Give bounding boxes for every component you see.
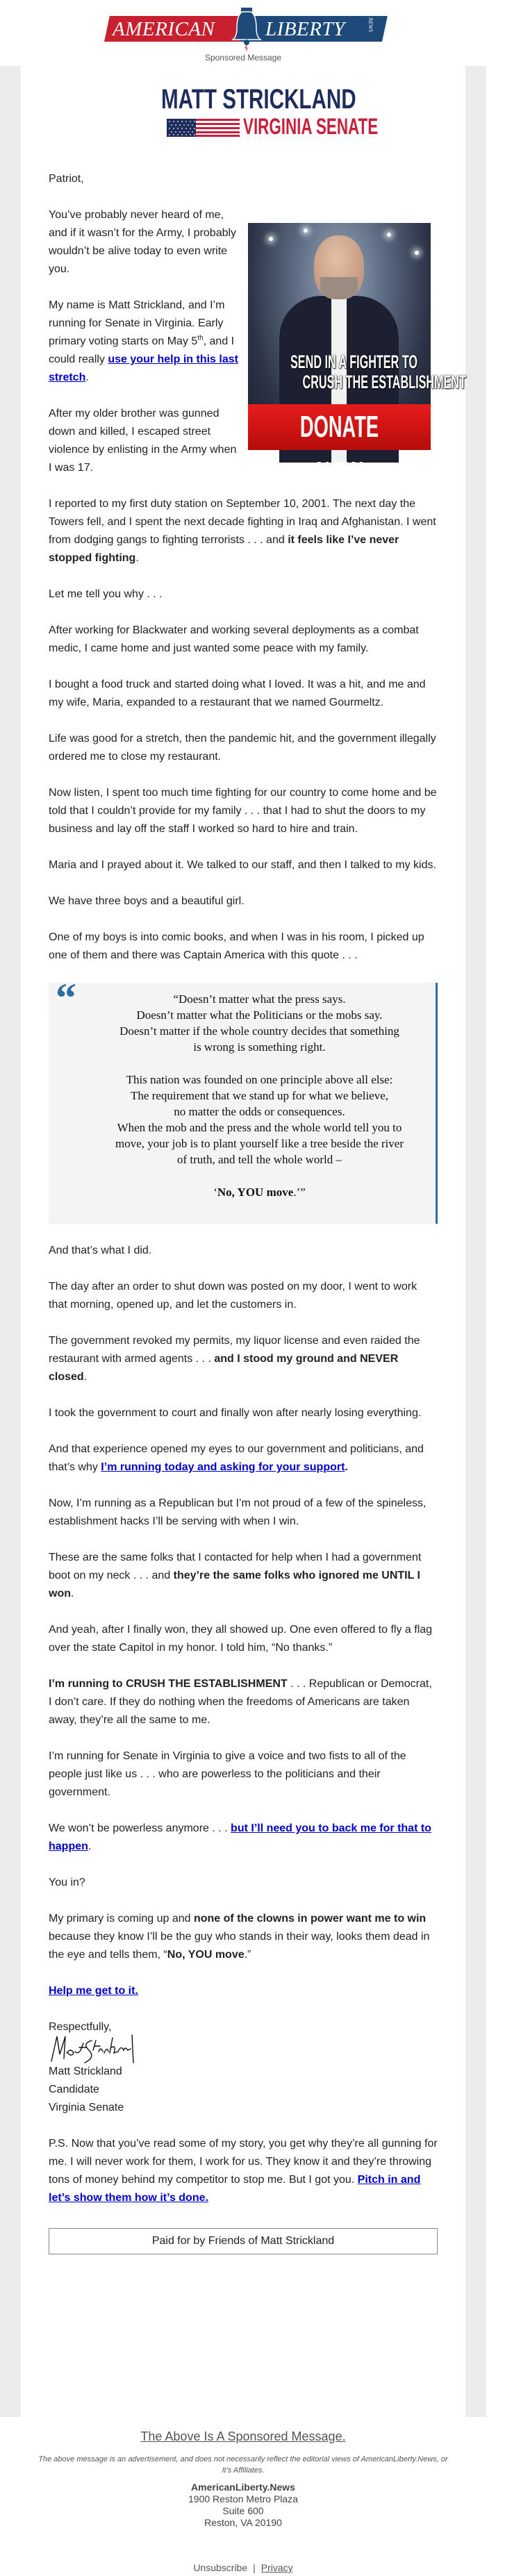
footer: [0, 2417, 486, 2573]
text-segment: After working for Blackwater and working several deployments as a combat medic, I came home and just wanted some peace with my family.: [49, 624, 419, 654]
text-segment: The government revoked my permits, my liquor license and even raided the restaurant with armed agents . . .: [49, 1335, 420, 1365]
paragraph: [49, 1278, 438, 1314]
paragraph: [49, 1982, 438, 2000]
paragraph: [49, 1874, 438, 1892]
superscript-text: th: [197, 334, 204, 342]
paragraph: [49, 1747, 438, 1802]
publisher-name: AmericanLiberty.News: [191, 2482, 295, 2493]
paragraph: [49, 1332, 438, 1386]
text-segment: .: [71, 1588, 74, 1599]
captain-america-quote: [49, 975, 438, 1224]
text-segment: Now, I’m running as a Republican but I’m not proud of a few of the spineless, establishment hacks I’ll be serving with when I win.: [49, 1497, 427, 1527]
text-segment: , and I could really: [49, 335, 235, 365]
letter-paragraphs-main: [49, 1242, 438, 2000]
signoff: [49, 2018, 438, 2117]
text-segment: My name is Matt Strickland, and I’m running for Senate in Virginia. Early primary voting starts on May 5: [49, 299, 225, 347]
text-segment: .: [88, 1840, 92, 1852]
link-separator: |: [253, 2562, 256, 2573]
bold-text: and I stood my ground and NEVER closed: [49, 1353, 399, 1383]
donate-link[interactable]: Help me get to it.: [49, 1985, 138, 1997]
quote-line: This nation was founded on one principle above all else:: [126, 1073, 393, 1086]
text-segment: One of my boys is into comic books, and when I was in his room, I picked up one of them and there was Captain America with this quote . . .: [49, 931, 424, 961]
quote-final-line: [94, 1184, 425, 1200]
signoff-name: Matt Strickland: [49, 2066, 122, 2077]
quote-final-bold: No, YOU move: [217, 1186, 294, 1199]
publisher-header: [0, 0, 486, 66]
paragraph: [49, 1621, 438, 1657]
paid-for-disclaimer: Paid for by Friends of Matt Strickland: [49, 2228, 438, 2254]
paragraph: [49, 929, 438, 965]
text-segment: .”: [244, 1949, 251, 1961]
paragraph: [49, 170, 438, 188]
quote-text: [94, 991, 425, 1167]
paragraph: [49, 1404, 438, 1422]
american-liberty-logo[interactable]: [104, 16, 382, 42]
donate-link[interactable]: but I’ll need you to back me for that to happen: [49, 1822, 431, 1852]
address-line-1: 1900 Reston Metro Plaza: [188, 2493, 298, 2504]
signoff-title: Candidate: [49, 2084, 99, 2095]
paragraph: [49, 1549, 438, 1603]
paragraph: [49, 495, 438, 567]
paragraph: [49, 622, 438, 658]
privacy-link[interactable]: Privacy: [260, 2562, 293, 2573]
text-segment: Life was good for a stretch, then the pandemic hit, and the government illegally ordered me to close my restaurant.: [49, 733, 436, 763]
quote-line: Doesn’t matter if the whole country decides that something: [119, 1024, 399, 1038]
email-background: [0, 66, 486, 2417]
paragraph: [49, 1820, 438, 1856]
footer-links: [0, 2562, 486, 2573]
quote-line: is wrong is something right.: [193, 1040, 326, 1054]
quote-line: “Doesn’t matter what the press says.: [173, 992, 346, 1006]
paragraph: [49, 730, 438, 766]
american-flag-icon: [167, 119, 240, 137]
logo-text-liberty: LIBERTY: [265, 18, 345, 40]
donate-link[interactable]: use your help in this last stretch: [49, 354, 238, 383]
quote-mark-icon: “: [56, 975, 76, 1021]
paragraph: [49, 1242, 438, 1260]
text-segment: Now listen, I spent too much time fighting for our country to come home and be told that I couldn’t provide for my family . . . that I had to shut the doors to my business and lay off the staff I worked so hard to hire and train.: [49, 787, 437, 835]
donate-now-label: DONATE NOW: [299, 410, 379, 490]
text-segment: And that experience opened my eyes to our government and politicians, and that’s why: [49, 1443, 424, 1473]
text-segment: After my older brother was gunned down and killed, I escaped street violence by enlisting in the Army when I was 17.: [49, 408, 237, 474]
candidate-logo-name: MATT STRICKLAND: [161, 84, 356, 115]
paragraph: [49, 585, 438, 604]
text-segment: Let me tell you why . . .: [49, 588, 163, 600]
handwritten-signature: [49, 2034, 146, 2064]
candidate-logo-office: VIRGINIA SENATE: [243, 114, 379, 139]
text-segment: Maria and I prayed about it. We talked to our staff, and then I talked to my kids.: [49, 859, 436, 871]
bold-text: it feels like I’ve never stopped fighting: [49, 534, 399, 564]
text-segment: You’ve probably never heard of me, and if it wasn’t for the Army, I probably wouldn’t be alive today to even write you.: [49, 209, 237, 275]
paragraph: [49, 856, 438, 874]
donate-now-banner[interactable]: [248, 223, 467, 490]
donate-now-button[interactable]: [248, 404, 431, 490]
letter-body: [49, 170, 467, 2254]
candidate-logo: [49, 66, 438, 170]
bold-text: they’re the same folks who ignored me UNTIL I won: [49, 1570, 420, 1599]
quote-line: Doesn’t matter what the Politicians or the mobs say.: [136, 1008, 383, 1022]
publisher-address: [0, 2482, 486, 2529]
paragraph: [49, 892, 438, 911]
bold-text: .: [345, 1461, 348, 1473]
banner-headline-2: CRUSH THE ESTABLISHMENT: [302, 372, 467, 392]
signoff-office: Virginia Senate: [49, 2102, 124, 2113]
logo-text-american: AMERICAN: [113, 18, 215, 40]
advertisement-disclaimer: The above message is an advertisement, and does not necessarily reflect the editorial views of AmericanLiberty.News, or It's Affiliates.: [38, 2455, 448, 2475]
paragraph: [49, 1440, 438, 1477]
quote-line: When the mob and the press and the whole world tell you to: [117, 1121, 402, 1134]
paragraph: [49, 1675, 438, 1729]
bold-text: none of the clowns in power want me to win: [193, 1913, 427, 1925]
text-segment: because they know I’ll be the guy who stands in their way, looks them dead in the eye and tells them, “: [49, 1931, 430, 1961]
email-content: [21, 66, 465, 2417]
quote-line: move, your job is to plant yourself like a tree beside the river: [115, 1137, 404, 1150]
donate-link[interactable]: Pitch in and let’s show them how it’s done.: [49, 2174, 421, 2204]
postscript: [49, 2135, 438, 2207]
text-segment: We won’t be powerless anymore . . .: [49, 1822, 231, 1834]
unsubscribe-link[interactable]: Unsubscribe: [193, 2562, 248, 2573]
bold-text: I’m running to CRUSH THE ESTABLISHMENT: [49, 1678, 288, 1690]
signoff-closing: Respectfully,: [49, 2021, 112, 2033]
paragraph: [49, 676, 438, 712]
paragraph: [49, 1910, 438, 1964]
text-segment: You in?: [49, 1877, 85, 1888]
text-segment: I reported to my first duty station on September 10, 2001. The next day the Towers fell, and I spent the next decade fighting in Iraq and Afghanistan. I went from dodging gangs to fighting terrorists . . . and: [49, 498, 436, 546]
text-segment: . . . Republican or Democrat, I don’t care. If they do nothing when the freedoms of Americans are taken away, they’re all the same to me.: [49, 1678, 432, 1726]
text-segment: I took the government to court and finally won after nearly losing everything.: [49, 1407, 422, 1419]
quote-line: of truth, and tell the whole world –: [176, 1153, 342, 1166]
text-segment: I’m running for Senate in Virginia to give a voice and two fists to all of the people just like us . . . who are powerless to the politicians and their government.: [49, 1750, 406, 1798]
quote-line: no matter the odds or consequences.: [174, 1105, 345, 1118]
bold-text: No, YOU move: [167, 1949, 245, 1961]
text-segment: .: [135, 552, 139, 564]
text-segment: My primary is coming up and: [49, 1913, 194, 1925]
text-segment: And yeah, after I finally won, they all showed up. One even offered to fly a flag over the state Capitol in my honor. I told him, “No thanks.”: [49, 1624, 433, 1654]
text-segment: I bought a food truck and started doing what I loved. It was a hit, and me and my wife, Maria, expanded to a restaurant that we named Gourmeltz.: [49, 679, 426, 708]
sponsored-notice-link[interactable]: The Above Is A Sponsored Message.: [140, 2429, 346, 2443]
text-segment: .: [85, 372, 89, 383]
banner-headline-1: SEND IN A FIGHTER TO: [290, 351, 418, 372]
text-segment: Patriot,: [49, 173, 84, 185]
letter-paragraphs-intro: [49, 170, 467, 965]
quote-final-open: ‘: [213, 1186, 217, 1199]
donate-link[interactable]: I’m running today and asking for your support: [101, 1461, 345, 1473]
text-segment: These are the same folks that I contacted for help when I had a government boot on my neck . . . and: [49, 1552, 422, 1581]
quote-line: The requirement that we stand up for what we believe,: [130, 1089, 389, 1102]
quote-final-close: .’”: [293, 1186, 306, 1199]
ps-paragraph: [49, 2135, 438, 2207]
text-segment: .: [83, 1371, 88, 1383]
paragraph: [49, 784, 438, 838]
address-line-2: Suite 600: [222, 2505, 264, 2516]
text-segment: And that’s what I did.: [49, 1245, 152, 1256]
logo-text-news: NEWS: [367, 17, 374, 32]
text-segment: We have three boys and a beautiful girl.: [49, 895, 245, 907]
sponsored-message-label: Sponsored Message: [204, 53, 282, 63]
address-line-3: Reston, VA 20190: [204, 2517, 282, 2528]
liberty-bell-icon: [231, 8, 262, 49]
text-segment: P.S. Now that you’ve read some of my story, you get why they’re all gunning for me. I will never work for them, I work for us. They know it and they’re throwing tons of money behind my competitor to stop me. But I got you.: [49, 2138, 438, 2186]
text-segment: The day after an order to shut down was posted on my door, I went to work that morning, opened up, and let the customers in.: [49, 1281, 417, 1311]
paragraph: [49, 1495, 438, 1531]
